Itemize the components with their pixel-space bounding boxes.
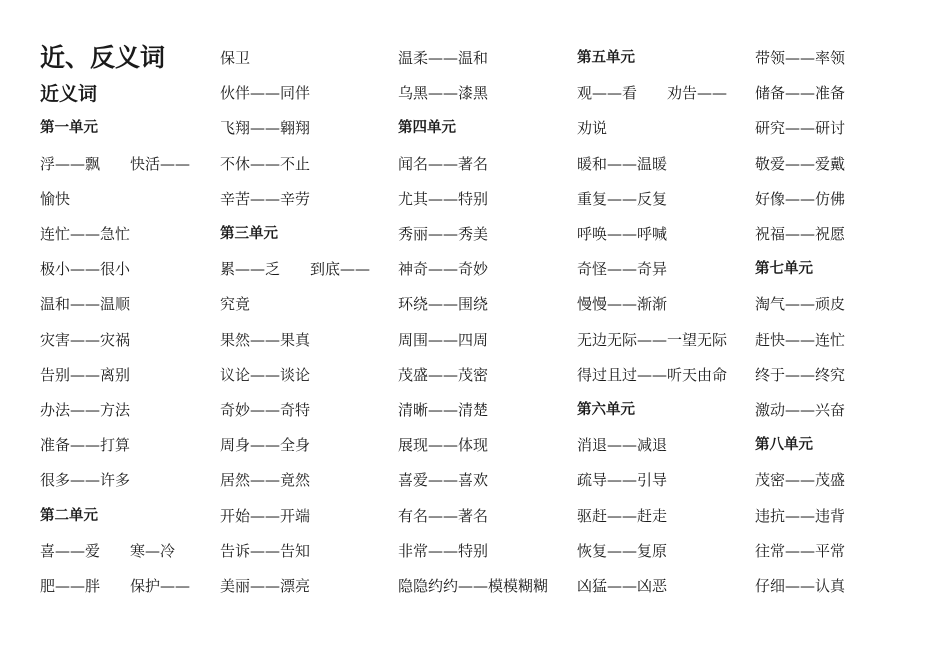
word-pair: 环绕——围绕: [398, 295, 489, 314]
word-pair: 愉快: [40, 189, 71, 208]
word-pair: 温柔——温和: [398, 49, 489, 67]
word-pair: 究竟: [220, 295, 251, 314]
word-pair: 非常——特别: [398, 541, 489, 560]
unit-heading: 第六单元: [577, 402, 635, 418]
word-pair: 储备——准备: [755, 84, 846, 103]
unit-heading: 第一单元: [40, 120, 98, 137]
word-pair: 尤其——特别: [398, 189, 489, 208]
word-pair: 果然——果真: [220, 330, 311, 349]
word-pair: 呼唤——呼喊: [577, 225, 668, 243]
word-pair: 终于——终究: [755, 365, 846, 384]
word-pair: 办法——方法: [40, 401, 131, 419]
word-pair: 闻名——著名: [398, 154, 489, 173]
word-pair: 准备——打算: [40, 436, 131, 455]
word-pair: 得过且过——听天由命: [577, 365, 728, 384]
word-pair: 凶猛——凶恶: [577, 577, 668, 595]
word-pair: 飞翔——翱翔: [220, 119, 311, 138]
word-pair: 浮——飘 快活——: [40, 154, 191, 173]
word-pair: 带领——率领: [755, 49, 846, 67]
word-pair: 隐隐约约——模模糊糊: [398, 577, 549, 595]
word-pair: 奇妙——奇特: [220, 401, 311, 419]
unit-heading: 第二单元: [40, 507, 98, 524]
word-pair: 辛苦——辛劳: [220, 189, 311, 208]
unit-heading: 第三单元: [220, 226, 278, 242]
unit-heading: 第四单元: [398, 120, 456, 137]
word-pair: 极小——很小: [40, 260, 131, 279]
unit-heading: 第八单元: [755, 437, 813, 454]
word-pair: 消退——减退: [577, 436, 668, 455]
word-pair: 仔细——认真: [755, 577, 846, 595]
word-pair: 违抗——违背: [755, 506, 846, 525]
word-pair: 重复——反复: [577, 189, 668, 208]
word-pair: 奇怪——奇异: [577, 260, 668, 279]
word-pair: 议论——谈论: [220, 365, 311, 384]
word-pair: 告诉——告知: [220, 541, 311, 560]
word-pair: 淘气——顽皮: [755, 295, 846, 314]
word-pair: 温和——温顺: [40, 295, 131, 314]
word-pair: 驱赶——赶走: [577, 506, 668, 525]
word-pair: 清晰——清楚: [398, 401, 489, 419]
word-pair: 无边无际——一望无际: [577, 330, 728, 349]
word-pair: 喜——爱 寒—冷: [40, 541, 176, 560]
word-pair: 周围——四周: [398, 330, 489, 349]
word-pair: 观——看 劝告——: [577, 84, 728, 103]
word-pair: 敬爱——爱戴: [755, 154, 846, 173]
word-pair: 美丽——漂亮: [220, 577, 311, 595]
word-pair: 祝福——祝愿: [755, 225, 846, 243]
word-pair: 秀丽——秀美: [398, 225, 489, 243]
word-pair: 茂密——茂盛: [755, 471, 846, 490]
word-pair: 有名——著名: [398, 506, 489, 525]
word-pair: 劝说: [577, 119, 608, 138]
word-pair: 喜爱——喜欢: [398, 471, 489, 490]
word-pair: 激动——兴奋: [755, 401, 846, 419]
word-pair: 灾害——灾祸: [40, 330, 131, 349]
word-pair: 慢慢——渐渐: [577, 295, 668, 314]
word-pair: 研究——研讨: [755, 119, 846, 138]
unit-heading: 第五单元: [577, 50, 635, 66]
word-pair: 不休——不止: [220, 154, 311, 173]
word-pair: 肥——胖 保护——: [40, 577, 191, 595]
word-pair: 好像——仿佛: [755, 189, 846, 208]
word-pair: 往常——平常: [755, 541, 846, 560]
page-title: 近、反义词: [40, 43, 166, 72]
word-pair: 展现——体现: [398, 436, 489, 455]
word-pair: 累——乏 到底——: [220, 260, 371, 279]
word-pair: 开始——开端: [220, 506, 311, 525]
word-pair: 告别——离别: [40, 365, 131, 384]
word-pair: 很多——许多: [40, 471, 131, 490]
unit-heading: 第七单元: [755, 261, 813, 278]
word-pair: 连忙——急忙: [40, 225, 131, 243]
word-pair: 茂盛——茂密: [398, 365, 489, 384]
word-pair: 居然——竟然: [220, 471, 311, 490]
word-pair: 疏导——引导: [577, 471, 668, 490]
word-pair: 乌黑——漆黑: [398, 84, 489, 103]
word-pair: 神奇——奇妙: [398, 260, 489, 279]
word-pair: 周身——全身: [220, 436, 311, 455]
word-pair: 恢复——复原: [577, 541, 668, 560]
word-pair: 伙伴——同伴: [220, 84, 311, 103]
page-subtitle: 近义词: [40, 83, 98, 105]
word-pair: 赶快——连忙: [755, 330, 846, 349]
word-pair: 暖和——温暖: [577, 154, 668, 173]
word-pair: 保卫: [220, 49, 251, 67]
